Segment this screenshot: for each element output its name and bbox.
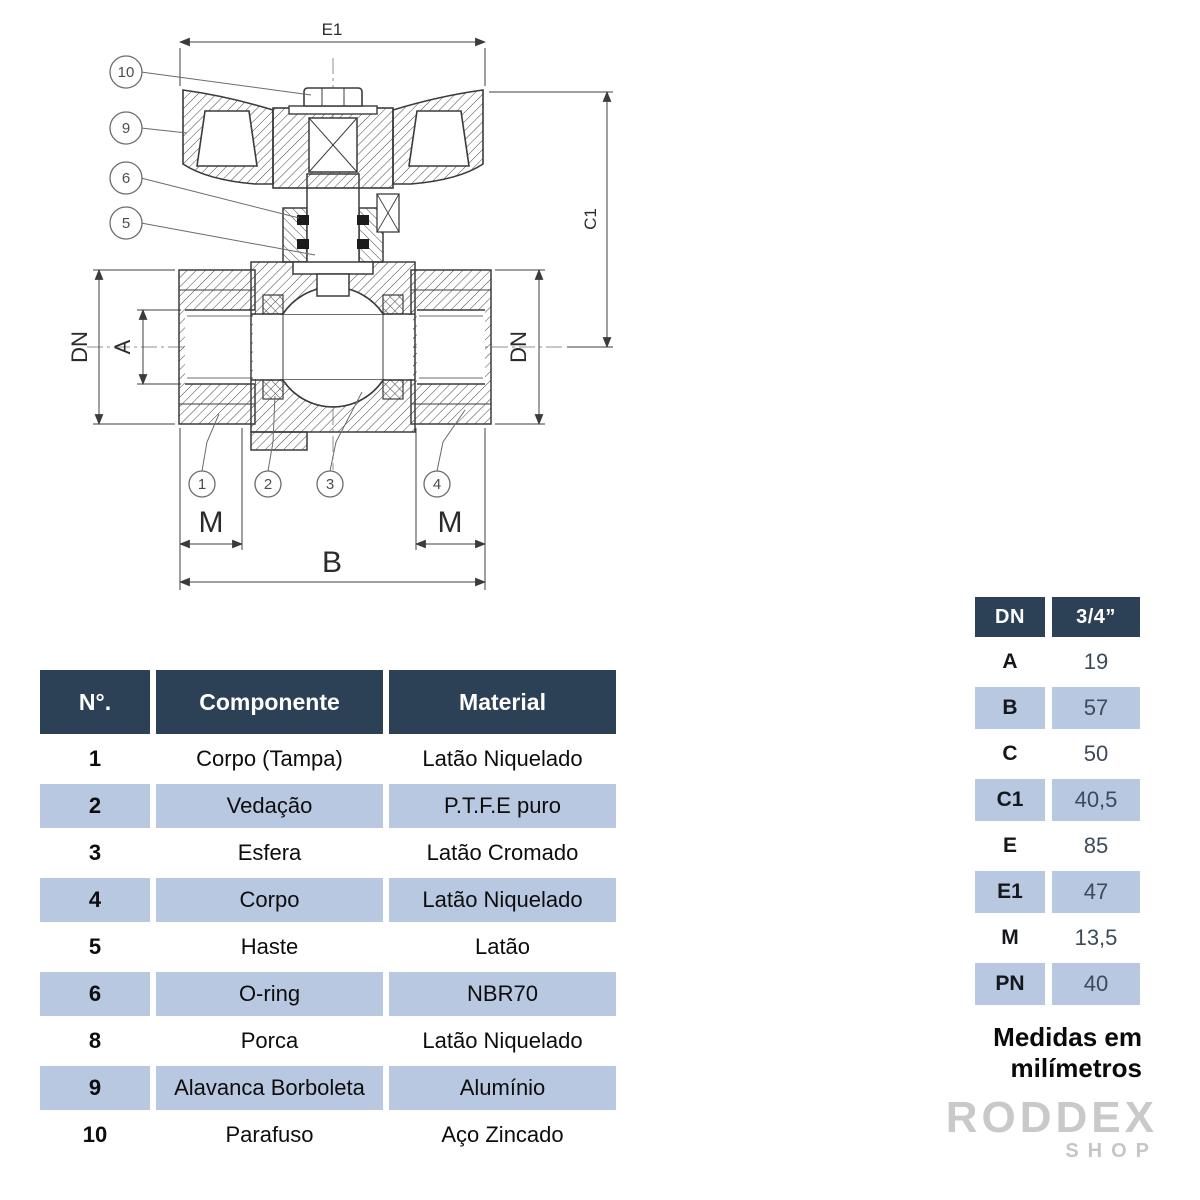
component-row-material: Latão Cromado bbox=[426, 840, 579, 865]
component-row-name: Alavanca Borboleta bbox=[156, 1066, 383, 1110]
callout-9: 9 bbox=[121, 120, 131, 137]
dim-label-b: B bbox=[321, 546, 343, 579]
logo-wordmark: RODDEX bbox=[945, 1093, 1158, 1142]
dim-label-e1: E1 bbox=[321, 20, 343, 39]
callout-1: 1 bbox=[197, 476, 207, 493]
callout-5: 5 bbox=[121, 215, 131, 232]
logo-sub: SHOP bbox=[1065, 1140, 1158, 1162]
stem-flange bbox=[293, 262, 373, 274]
dim-label-dn-right: DN bbox=[506, 331, 531, 363]
dim-row-value: 19 bbox=[1083, 649, 1109, 674]
callout-6: 6 bbox=[121, 170, 131, 187]
components-header-num: N°. bbox=[40, 670, 150, 734]
dim-row-value: 57 bbox=[1052, 687, 1140, 729]
dimensions-table bbox=[975, 597, 1140, 1005]
units-note: Medidas em milímetros bbox=[993, 1022, 1142, 1083]
component-row-material: Latão Niquelado bbox=[389, 878, 616, 922]
dim-row-label: A bbox=[1002, 650, 1018, 673]
component-row-num: 9 bbox=[40, 1066, 150, 1110]
bottom-retainer bbox=[251, 432, 307, 450]
callout-4: 4 bbox=[432, 476, 442, 493]
dim-row-label: C1 bbox=[975, 779, 1045, 821]
component-row-num: 3 bbox=[88, 840, 102, 865]
dim-label-m-left: M bbox=[198, 506, 224, 539]
skirt-section bbox=[377, 194, 399, 232]
component-row-num: 2 bbox=[40, 784, 150, 828]
component-row-name: Parafuso bbox=[225, 1122, 314, 1147]
component-row-num: 4 bbox=[40, 878, 150, 922]
component-row-name: Vedação bbox=[156, 784, 383, 828]
components-header-component: Componente bbox=[156, 670, 383, 734]
component-row-name: Corpo (Tampa) bbox=[196, 746, 343, 771]
component-row-material: Latão Niquelado bbox=[422, 1028, 583, 1053]
dim-row-value: 47 bbox=[1052, 871, 1140, 913]
dim-label-c1: C1 bbox=[581, 208, 600, 230]
component-row-name: Porca bbox=[240, 1028, 299, 1053]
component-row-num: 1 bbox=[88, 746, 102, 771]
dims-header-size: 3/4” bbox=[1052, 597, 1140, 637]
washer bbox=[289, 106, 377, 114]
dim-row-label: PN bbox=[975, 963, 1045, 1005]
dims-header-dn: DN bbox=[975, 597, 1045, 637]
component-row-num: 8 bbox=[88, 1028, 102, 1053]
component-row-material: Alumínio bbox=[389, 1066, 616, 1110]
component-row-num: 6 bbox=[40, 972, 150, 1016]
handle-left-wing bbox=[183, 90, 273, 184]
callout-3: 3 bbox=[325, 476, 335, 493]
component-row-name: Haste bbox=[240, 934, 299, 959]
roddex-logo bbox=[925, 1093, 1158, 1162]
component-row-material: Latão bbox=[474, 934, 531, 959]
dim-label-m-right: M bbox=[437, 506, 463, 539]
dim-row-label: C bbox=[1002, 742, 1018, 765]
component-row-name: Corpo bbox=[156, 878, 383, 922]
stem-square bbox=[309, 118, 357, 172]
component-row-name: Esfera bbox=[237, 840, 302, 865]
dim-row-value: 40 bbox=[1052, 963, 1140, 1005]
dim-row-value: 50 bbox=[1083, 741, 1109, 766]
callout-10: 10 bbox=[117, 64, 135, 81]
component-row-num: 5 bbox=[88, 934, 102, 959]
valve-technical-drawing bbox=[58, 12, 640, 612]
component-row-material: Aço Zincado bbox=[441, 1122, 564, 1147]
handle-right-wing bbox=[393, 90, 483, 184]
component-row-num: 10 bbox=[82, 1122, 108, 1147]
dim-label-dn-left: DN bbox=[67, 331, 92, 363]
left-port bbox=[179, 270, 255, 424]
hex-bolt bbox=[304, 88, 362, 106]
component-row-material: NBR70 bbox=[389, 972, 616, 1016]
dim-row-value: 13,5 bbox=[1074, 925, 1118, 950]
dim-label-a: A bbox=[110, 339, 135, 355]
callout-2: 2 bbox=[263, 476, 273, 493]
dim-row-label: B bbox=[975, 687, 1045, 729]
dim-row-label: E bbox=[1002, 834, 1017, 857]
right-port bbox=[411, 270, 491, 424]
component-row-material: Latão Niquelado bbox=[422, 746, 583, 771]
dim-row-label: E1 bbox=[975, 871, 1045, 913]
dim-row-label: M bbox=[1001, 926, 1019, 949]
component-row-name: O-ring bbox=[156, 972, 383, 1016]
component-row-material: P.T.F.E puro bbox=[389, 784, 616, 828]
components-header-material: Material bbox=[389, 670, 616, 734]
dim-row-value: 85 bbox=[1083, 833, 1109, 858]
components-table bbox=[40, 670, 615, 1157]
dim-row-value: 40,5 bbox=[1052, 779, 1140, 821]
